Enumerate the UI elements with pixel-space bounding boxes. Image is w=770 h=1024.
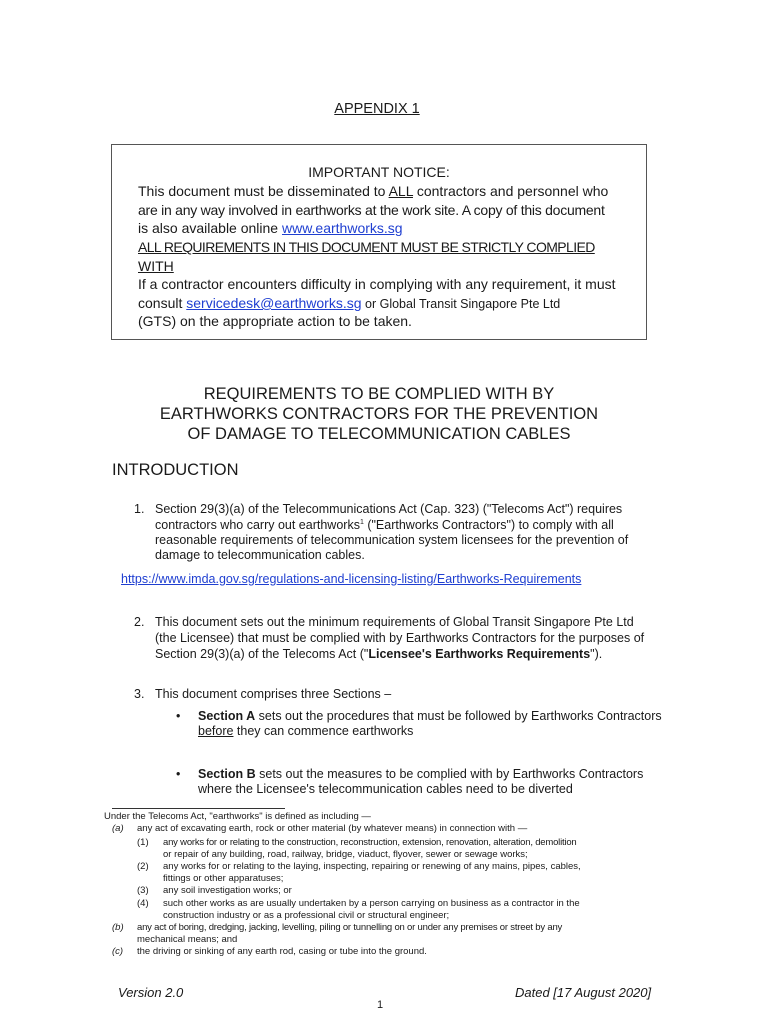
footnote-c-label: (c) — [112, 946, 124, 957]
footnote-4-label: (4) — [137, 898, 149, 909]
notice-line-5: WITH — [138, 258, 174, 274]
bullet-a-line-2: before they can commence earthworks — [198, 724, 414, 738]
bullet-b-line-2: where the Licensee's telecommunication cables need to be diverted — [198, 782, 573, 796]
footnote-separator — [112, 808, 285, 809]
footnote-1-label: (1) — [137, 837, 149, 848]
footnote-2-line-2: fittings or other apparatuses; — [163, 873, 284, 884]
para-1-line-1: Section 29(3)(a) of the Telecommunications Act (Cap. 323) ("Telecoms Act") requires — [155, 502, 623, 516]
para-1-number: 1. — [134, 502, 145, 516]
footnote-1-line-2: or repair of any building, road, railway, bridge, viaduct, flyover, sewer or sewage works; — [163, 849, 528, 860]
footnote-ref-1: 1 — [359, 518, 364, 526]
para-2-line-3: Section 29(3)(a) of the Telecoms Act ("Licensee's Earthworks Requirements"). — [155, 647, 603, 661]
bullet-b-icon: • — [176, 767, 181, 781]
notice-line-2: are in any way involved in earthworks at the work site. A copy of this document — [138, 202, 605, 218]
para-1-line-3: reasonable requirements of telecommunication system licensees for the prevention of — [155, 533, 629, 547]
notice-line-4: ALL REQUIREMENTS IN THIS DOCUMENT MUST BE STRICTLY COMPLIED — [138, 239, 595, 255]
footnote-3-line-1: any soil investigation works; or — [163, 885, 292, 896]
bullet-a-icon: • — [176, 709, 181, 723]
para-3-line-1: This document comprises three Sections – — [155, 687, 392, 701]
footnote-b-label: (b) — [112, 922, 124, 933]
footnote-a-text: any act of excavating earth, rock or other material (by whatever means) in connection with — — [137, 823, 528, 834]
para-2-line-2: (the Licensee) that must be complied with by Earthworks Contractors for the purposes of — [155, 631, 645, 645]
para-2-line-1: This document sets out the minimum requirements of Global Transit Singapore Pte Ltd — [155, 615, 634, 629]
notice-line-3: is also available online www.earthworks.sg — [138, 220, 403, 236]
notice-all-emphasis: ALL — [388, 183, 413, 199]
footnote-4-line-1: such other works as are usually undertaken by a person carrying on business as a contractor in the — [163, 898, 580, 909]
para-2-number: 2. — [134, 615, 145, 629]
footnote-4-line-2: construction industry or as a professional civil or structural engineer; — [163, 910, 450, 921]
footnote-1-line-1: any works for or relating to the construction, reconstruction, extension, renovation, alteration, demolition — [163, 837, 577, 848]
dated-label: Dated [17 August 2020] — [515, 985, 652, 1000]
footnote-c-line-1: the driving or sinking of any earth rod, casing or tube into the ground. — [137, 946, 427, 957]
footnote-3-label: (3) — [137, 885, 149, 896]
footnote-2-label: (2) — [137, 861, 149, 872]
notice-line-8: (GTS) on the appropriate action to be taken. — [138, 313, 412, 329]
footnote-b-line-2: mechanical means; and — [137, 934, 238, 945]
notice-line-7: consult servicedesk@earthworks.sg or Global Transit Singapore Pte Ltd — [138, 295, 561, 311]
servicedesk-email-link[interactable]: servicedesk@earthworks.sg — [186, 295, 362, 311]
bullet-b-line-1: Section B sets out the measures to be complied with by Earthworks Contractors — [198, 767, 644, 781]
para-3-number: 3. — [134, 687, 145, 701]
version-label: Version 2.0 — [118, 985, 184, 1000]
notice-line-1: This document must be disseminated to ALL contractors and personnel who — [138, 183, 609, 199]
appendix-heading: APPENDIX 1 — [334, 101, 420, 117]
page-number: 1 — [377, 999, 384, 1011]
earthworks-website-link[interactable]: www.earthworks.sg — [281, 220, 403, 236]
document-title: REQUIREMENTS TO BE COMPLIED WITH BY EARTHWORKS CONTRACTORS FOR THE PREVENTION OF DAMAGE TO TELECOMMUNICATION CABLES — [159, 385, 599, 443]
footnote-2-line-1: any works for or relating to the laying, inspecting, repairing or renewing of any mains, pipes, cables, — [163, 861, 581, 872]
footnote-b-line-1: any act of boring, dredging, jacking, levelling, piling or tunnelling on or under any premises or street by any — [137, 922, 563, 933]
footnote-a-label: (a) — [112, 823, 124, 834]
notice-line-6: If a contractor encounters difficulty in complying with any requirement, it must — [138, 276, 616, 292]
notice-heading: IMPORTANT NOTICE: — [308, 164, 450, 180]
footnote-intro: Under the Telecoms Act, "earthworks" is defined as including — — [104, 811, 371, 822]
para-1-line-4: damage to telecommunication cables. — [155, 548, 365, 562]
imda-requirements-link[interactable]: https://www.imda.gov.sg/regulations-and-licensing-listing/Earthworks-Requirements — [121, 572, 582, 586]
introduction-heading: INTRODUCTION — [112, 461, 239, 479]
para-1-line-2: contractors who carry out earthworks$^1$ ("Earthworks Contractors") to comply with all — [155, 518, 614, 532]
bullet-a-line-1: Section A sets out the procedures that must be followed by Earthworks Contractors — [198, 709, 662, 723]
